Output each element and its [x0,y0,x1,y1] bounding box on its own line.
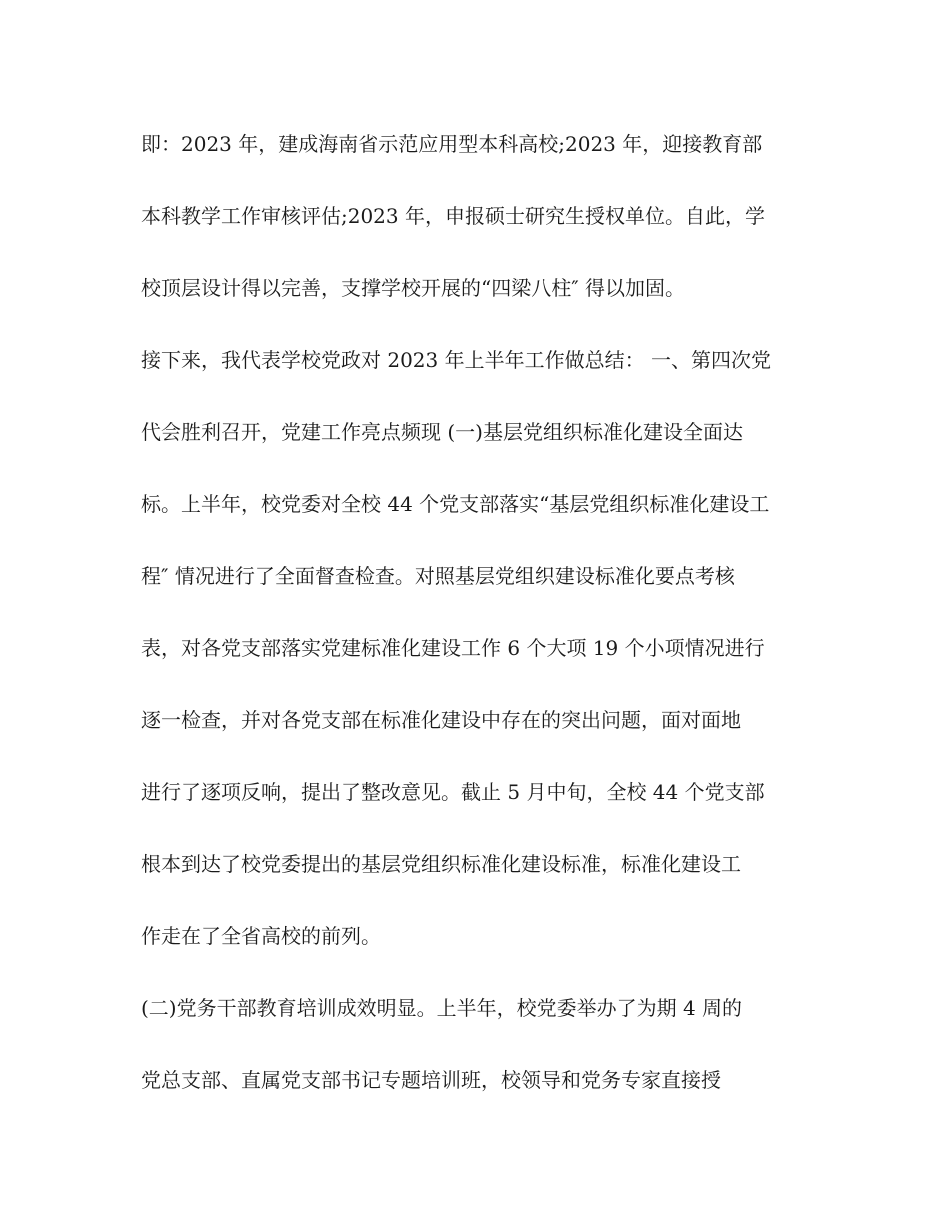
text-line: 即：2023 年，建成海南省示范应用型本科高校;2023 年，迎接教育部 [141,132,763,156]
text-line: 本科教学工作审核评估;2023 年，申报硕士研究生授权单位。自此，学 [141,204,765,228]
text-line: 根本到达了校党委提出的基层党组织标准化建设标准，标准化建设工 [141,852,741,876]
text-line: 接下来，我代表学校党政对 2023 年上半年工作做总结： 一、第四次党 [141,348,771,372]
text-line: (二)党务干部教育培训成效明显。上半年，校党委举办了为期 4 周的 [141,996,743,1020]
text-line: 表，对各党支部落实党建标准化建设工作 6 个大项 19 个小项情况进行 [141,636,765,660]
text-line: 逐一检查，并对各党支部在标准化建设中存在的突出问题，面对面地 [141,708,741,732]
text-line: 代会胜利召开，党建工作亮点频现 (一)基层党组织标准化建设全面达 [141,420,743,444]
text-line: 进行了逐项反响，提出了整改意见。截止 5 月中旬，全校 44 个党支部 [141,780,765,804]
text-line: 作走在了全省高校的前列。 [141,924,381,948]
text-line: 程″ 情况进行了全面督查检查。对照基层党组织建设标准化要点考核 [141,564,735,588]
text-line: 党总支部、直属党支部书记专题培训班，校领导和党务专家直接授 [141,1068,721,1092]
text-line: 标。上半年，校党委对全校 44 个党支部落实“基层党组织标准化建设工 [141,492,770,516]
text-line: 校顶层设计得以完善，支撑学校开展的“四梁八柱″ 得以加固。 [141,276,686,300]
